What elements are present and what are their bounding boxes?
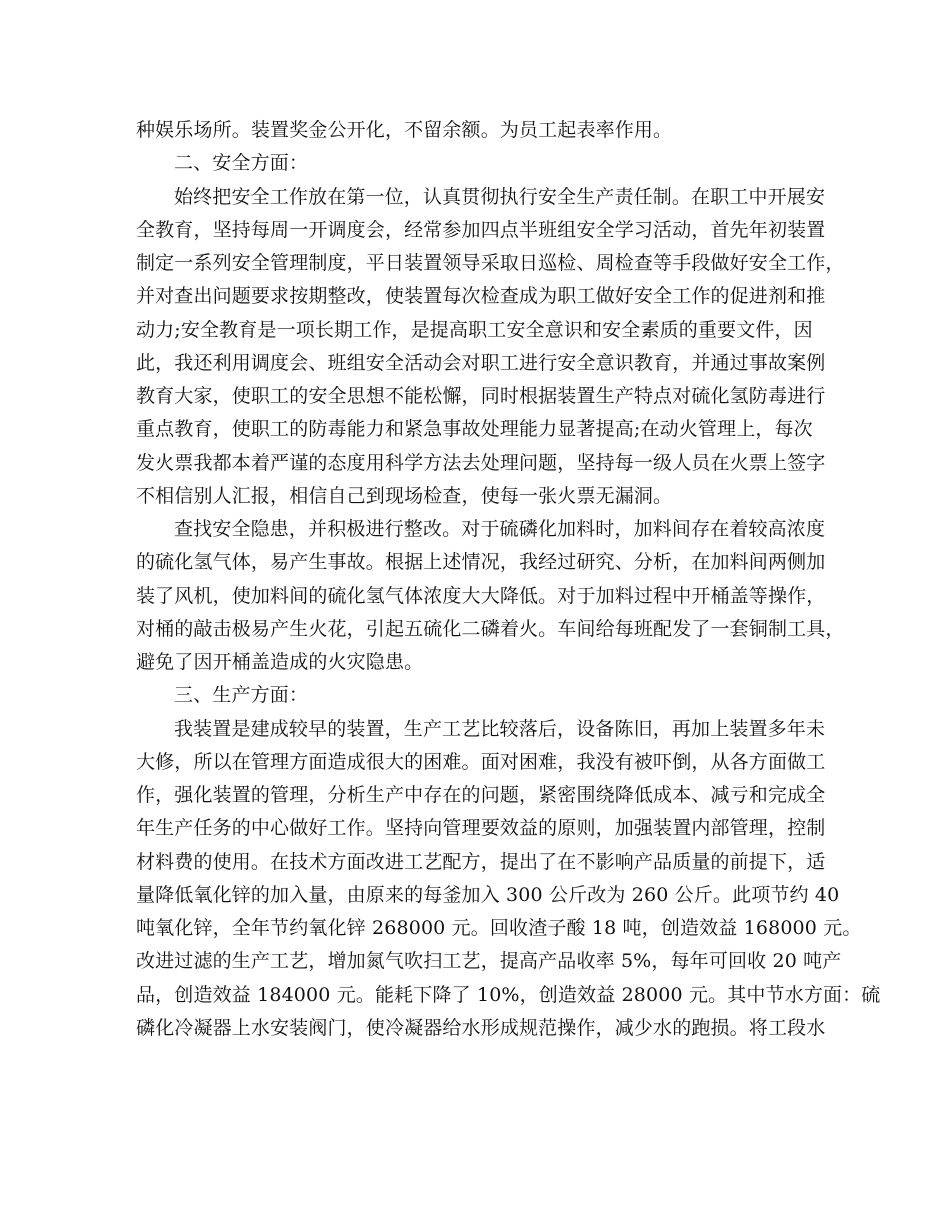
text-line: 不相信别人汇报，相信自己到现场检查，使每一张火票无漏洞。	[136, 484, 673, 507]
text-line: 我装置是建成较早的装置，生产工艺比较落后，设备陈旧，再加上装置多年未	[174, 717, 826, 740]
text-line: 年生产任务的中心做好工作。坚持向管理要效益的原则，加强装置内部管理，控制	[136, 817, 826, 840]
section-heading-production: 三、生产方面：	[174, 684, 309, 707]
text-line: 教育大家，使职工的安全思想不能松懈，同时根据装置生产特点对硫化氢防毒进行	[136, 385, 826, 407]
document-body	[136, 114, 881, 1045]
section-heading-safety: 二、安全方面：	[174, 152, 309, 175]
text-line: 量降低氧化锌的加入量，由原来的每釜加入 300 公斤改为 260 公斤。此项节约 40	[136, 883, 840, 906]
text-line: 品，创造效益 184000 元。能耗下降了 10%，创造效益 28000 元。其中节水方面：硫	[136, 983, 881, 1006]
text-line: 此，我还利用调度会、班组安全活动会对职工进行安全意识教育，并通过事故案例	[136, 351, 826, 374]
text-line: 动力;安全教育是一项长期工作，是提高职工安全意识和安全素质的重要文件，因	[136, 318, 813, 341]
text-line: 材料费的使用。在技术方面改进工艺配方，提出了在不影响产品质量的前提下，适	[136, 850, 826, 873]
text-line: 始终把安全工作放在第一位，认真贯彻执行安全生产责任制。在职工中开展安	[174, 185, 826, 208]
text-line: 重点教育，使职工的防毒能力和紧急事故处理能力显著提高;在动火管理上，每次	[136, 418, 813, 441]
text-line: 磷化冷凝器上水安装阀门，使冷凝器给水形成规范操作，减少水的跑损。将工段水	[136, 1016, 826, 1039]
text-line: 避免了因开桶盖造成的火灾隐患。	[136, 651, 424, 673]
text-line: 种娱乐场所。装置奖金公开化，不留余额。为员工起表率作用。	[136, 119, 673, 141]
text-line: 发火票我都本着严谨的态度用科学方法去处理问题，坚持每一级人员在火票上签字	[136, 451, 826, 474]
text-line: 并对查出问题要求按期整改，使装置每次检查成为职工做好安全工作的促进剂和推	[136, 285, 826, 308]
text-line: 装了风机，使加料间的硫化氢气体浓度大大降低。对于加料过程中开桶盖等操作，	[136, 584, 826, 607]
text-line: 对桶的敲击极易产生火花，引起五硫化二磷着火。车间给每班配发了一套铜制工具，	[136, 617, 845, 640]
text-line: 的硫化氢气体，易产生事故。根据上述情况，我经过研究、分析，在加料间两侧加	[136, 551, 826, 574]
text-line: 吨氧化锌，全年节约氧化锌 268000 元。回收渣子酸 18 吨，创造效益 168000 元。	[136, 917, 862, 939]
text-line: 大修，所以在管理方面造成很大的困难。面对困难，我没有被吓倒，从各方面做工	[136, 750, 826, 773]
text-line: 作，强化装置的管理，分析生产中存在的问题，紧密围绕降低成本、减亏和完成全	[136, 784, 826, 806]
text-line: 全教育，坚持每周一开调度会，经常参加四点半班组安全学习活动，首先年初装置	[136, 218, 826, 241]
text-line: 制定一系列安全管理制度，平日装置领导采取日巡检、周检查等手段做好安全工作，	[136, 252, 845, 274]
text-line: 改进过滤的生产工艺，增加氮气吹扫工艺，提高产品收率 5%，每年可回收 20 吨产	[136, 950, 842, 973]
text-line: 查找安全隐患，并积极进行整改。对于硫磷化加料时，加料间存在着较高浓度	[174, 518, 826, 540]
